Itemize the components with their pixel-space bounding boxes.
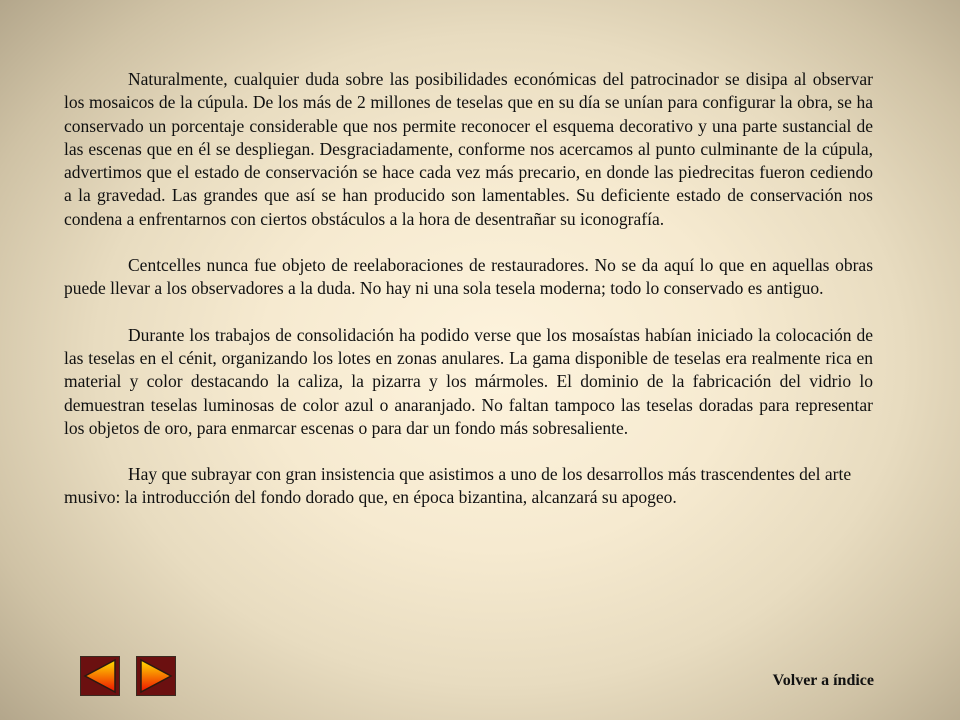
paragraph-4: Hay que subrayar con gran insistencia que asistimos a uno de los desarrollos más trascendentes del arte musivo: la introducción del fondo dorado que, en época bizantina, alcanzará su apogeo.: [64, 464, 852, 508]
paragraph-1: Naturalmente, cualquier duda sobre las posibilidades económicas del patrocinador se disipa al observar los mosaicos de la cúpula. De los más de 2 millones de teselas que en su día se unían para configurar la obra, se ha conservado un porcentaje considerable que nos permite reconocer el esquema decorativo y una parte sustancial de las escenas que en él se despliegan. Desgraciadamente, conforme nos acercamos al punto culminante de la cúpula, advertimos que el estado de conservación se hace cada vez más precario, en donde las piedrecitas fueron cediendo a la gravedad. Las grandes que así se han producido son lamentables. Su deficiente estado de conservación nos condena a enfrentarnos con ciertos obstáculos a la hora de desentrañar su iconografía.: [64, 69, 873, 229]
next-button[interactable]: [136, 656, 176, 696]
triangle-right-icon: [137, 657, 175, 695]
paragraph-2: Centcelles nunca fue objeto de reelaboraciones de restauradores. No se da aquí lo que en aquellas obras puede llevar a los observadores a la duda. No hay ni una sola tesela moderna; todo lo conservado es antiguo.: [64, 255, 873, 299]
paragraph-3: Durante los trabajos de consolidación ha podido verse que los mosaístas habían iniciado la colocación de las teselas en el cénit, organizando los lotes en zonas anulares. La gama disponible de teselas era realmente rica en material y color destacando la caliza, la pizarra y los mármoles. El dominio de la fabricación del vidrio lo demuestran teselas luminosas de color azul o anaranjado. No faltan tampoco las teselas doradas para representar los objetos de oro, para enmarcar escenas o para dar un fondo más sobresaliente.: [64, 324, 873, 438]
back-to-index-link[interactable]: Volver a índice: [772, 672, 874, 689]
triangle-left-icon: [81, 657, 119, 695]
previous-button[interactable]: [80, 656, 120, 696]
article-body: [64, 68, 873, 510]
